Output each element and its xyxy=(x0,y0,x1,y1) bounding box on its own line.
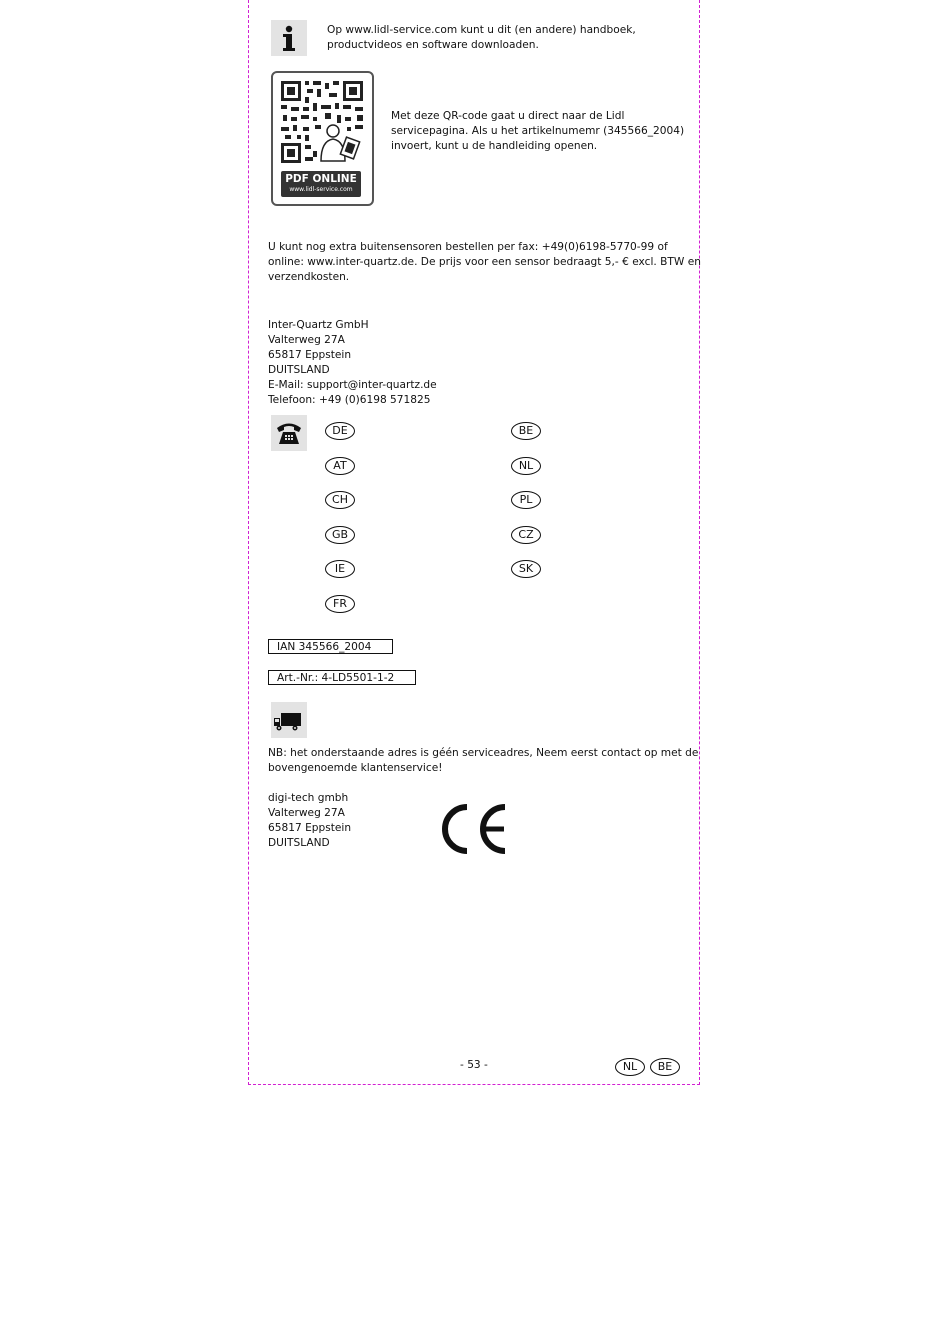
sensor-text-line-2: online: www.inter-quartz.de. De prijs voor een sensor bedraagt 5,- € excl. BTW en xyxy=(268,256,701,268)
pdf-online-url: www.lidl-service.com xyxy=(289,186,353,193)
qr-code-icon xyxy=(273,73,371,169)
info-icon xyxy=(271,20,307,56)
contact-phone: Telefoon: +49 (0)6198 571825 xyxy=(268,394,431,406)
footer-badge-be: BE xyxy=(650,1058,680,1076)
pdf-online-banner xyxy=(281,171,361,197)
country-badge-gb: GB xyxy=(325,526,355,544)
contact-country: DUITSLAND xyxy=(268,364,330,376)
truck-icon xyxy=(271,702,307,738)
qr-text-line-1: Met deze QR-code gaat u direct naar de Lidl xyxy=(391,110,625,122)
country-badge-cz: CZ xyxy=(511,526,541,544)
country-badge-be: BE xyxy=(511,422,541,440)
country-badge-ch: CH xyxy=(325,491,355,509)
country-badge-nl: NL xyxy=(511,457,541,475)
contact-company: Inter-Quartz GmbH xyxy=(268,319,369,331)
pdf-online-title: PDF ONLINE xyxy=(285,173,357,185)
contact-city: 65817 Eppstein xyxy=(268,349,352,361)
shipping-city: 65817 Eppstein xyxy=(268,822,352,834)
ian-label: IAN 345566_2004 xyxy=(268,639,393,654)
country-badge-pl: PL xyxy=(511,491,541,509)
country-badge-ie: IE xyxy=(325,560,355,578)
intro-line-1: Op www.lidl-service.com kunt u dit (en andere) handboek, xyxy=(327,24,636,36)
note-line-2: bovengenoemde klantenservice! xyxy=(268,762,443,774)
country-badge-sk: SK xyxy=(511,560,541,578)
note-line-1: NB: het onderstaande adres is géén serviceadres, Neem eerst contact op met de xyxy=(268,747,699,759)
country-badge-de: DE xyxy=(325,422,355,440)
country-badge-fr: FR xyxy=(325,595,355,613)
qr-code-card[interactable] xyxy=(271,71,374,206)
contact-email: E-Mail: support@inter-quartz.de xyxy=(268,379,437,391)
sensor-text-line-1: U kunt nog extra buitensensoren bestellen per fax: +49(0)6198-5770-99 of xyxy=(268,241,668,253)
qr-text-line-3: invoert, kunt u de handleiding openen. xyxy=(391,140,598,152)
page-number: - 53 - xyxy=(460,1059,488,1071)
sensor-text-line-3: verzendkosten. xyxy=(268,271,350,283)
ce-mark-icon xyxy=(442,804,510,854)
country-badge-at: AT xyxy=(325,457,355,475)
footer-badge-nl: NL xyxy=(615,1058,645,1076)
shipping-country: DUITSLAND xyxy=(268,837,330,849)
shipping-company: digi-tech gmbh xyxy=(268,792,349,804)
article-number-label: Art.-Nr.: 4-LD5501-1-2 xyxy=(268,670,416,685)
contact-street: Valterweg 27A xyxy=(268,334,345,346)
qr-text-line-2: servicepagina. Als u het artikelnumemr (345566_2004) xyxy=(391,125,685,137)
shipping-street: Valterweg 27A xyxy=(268,807,345,819)
telephone-icon xyxy=(271,415,307,451)
intro-line-2: productvideos en software downloaden. xyxy=(327,39,539,51)
